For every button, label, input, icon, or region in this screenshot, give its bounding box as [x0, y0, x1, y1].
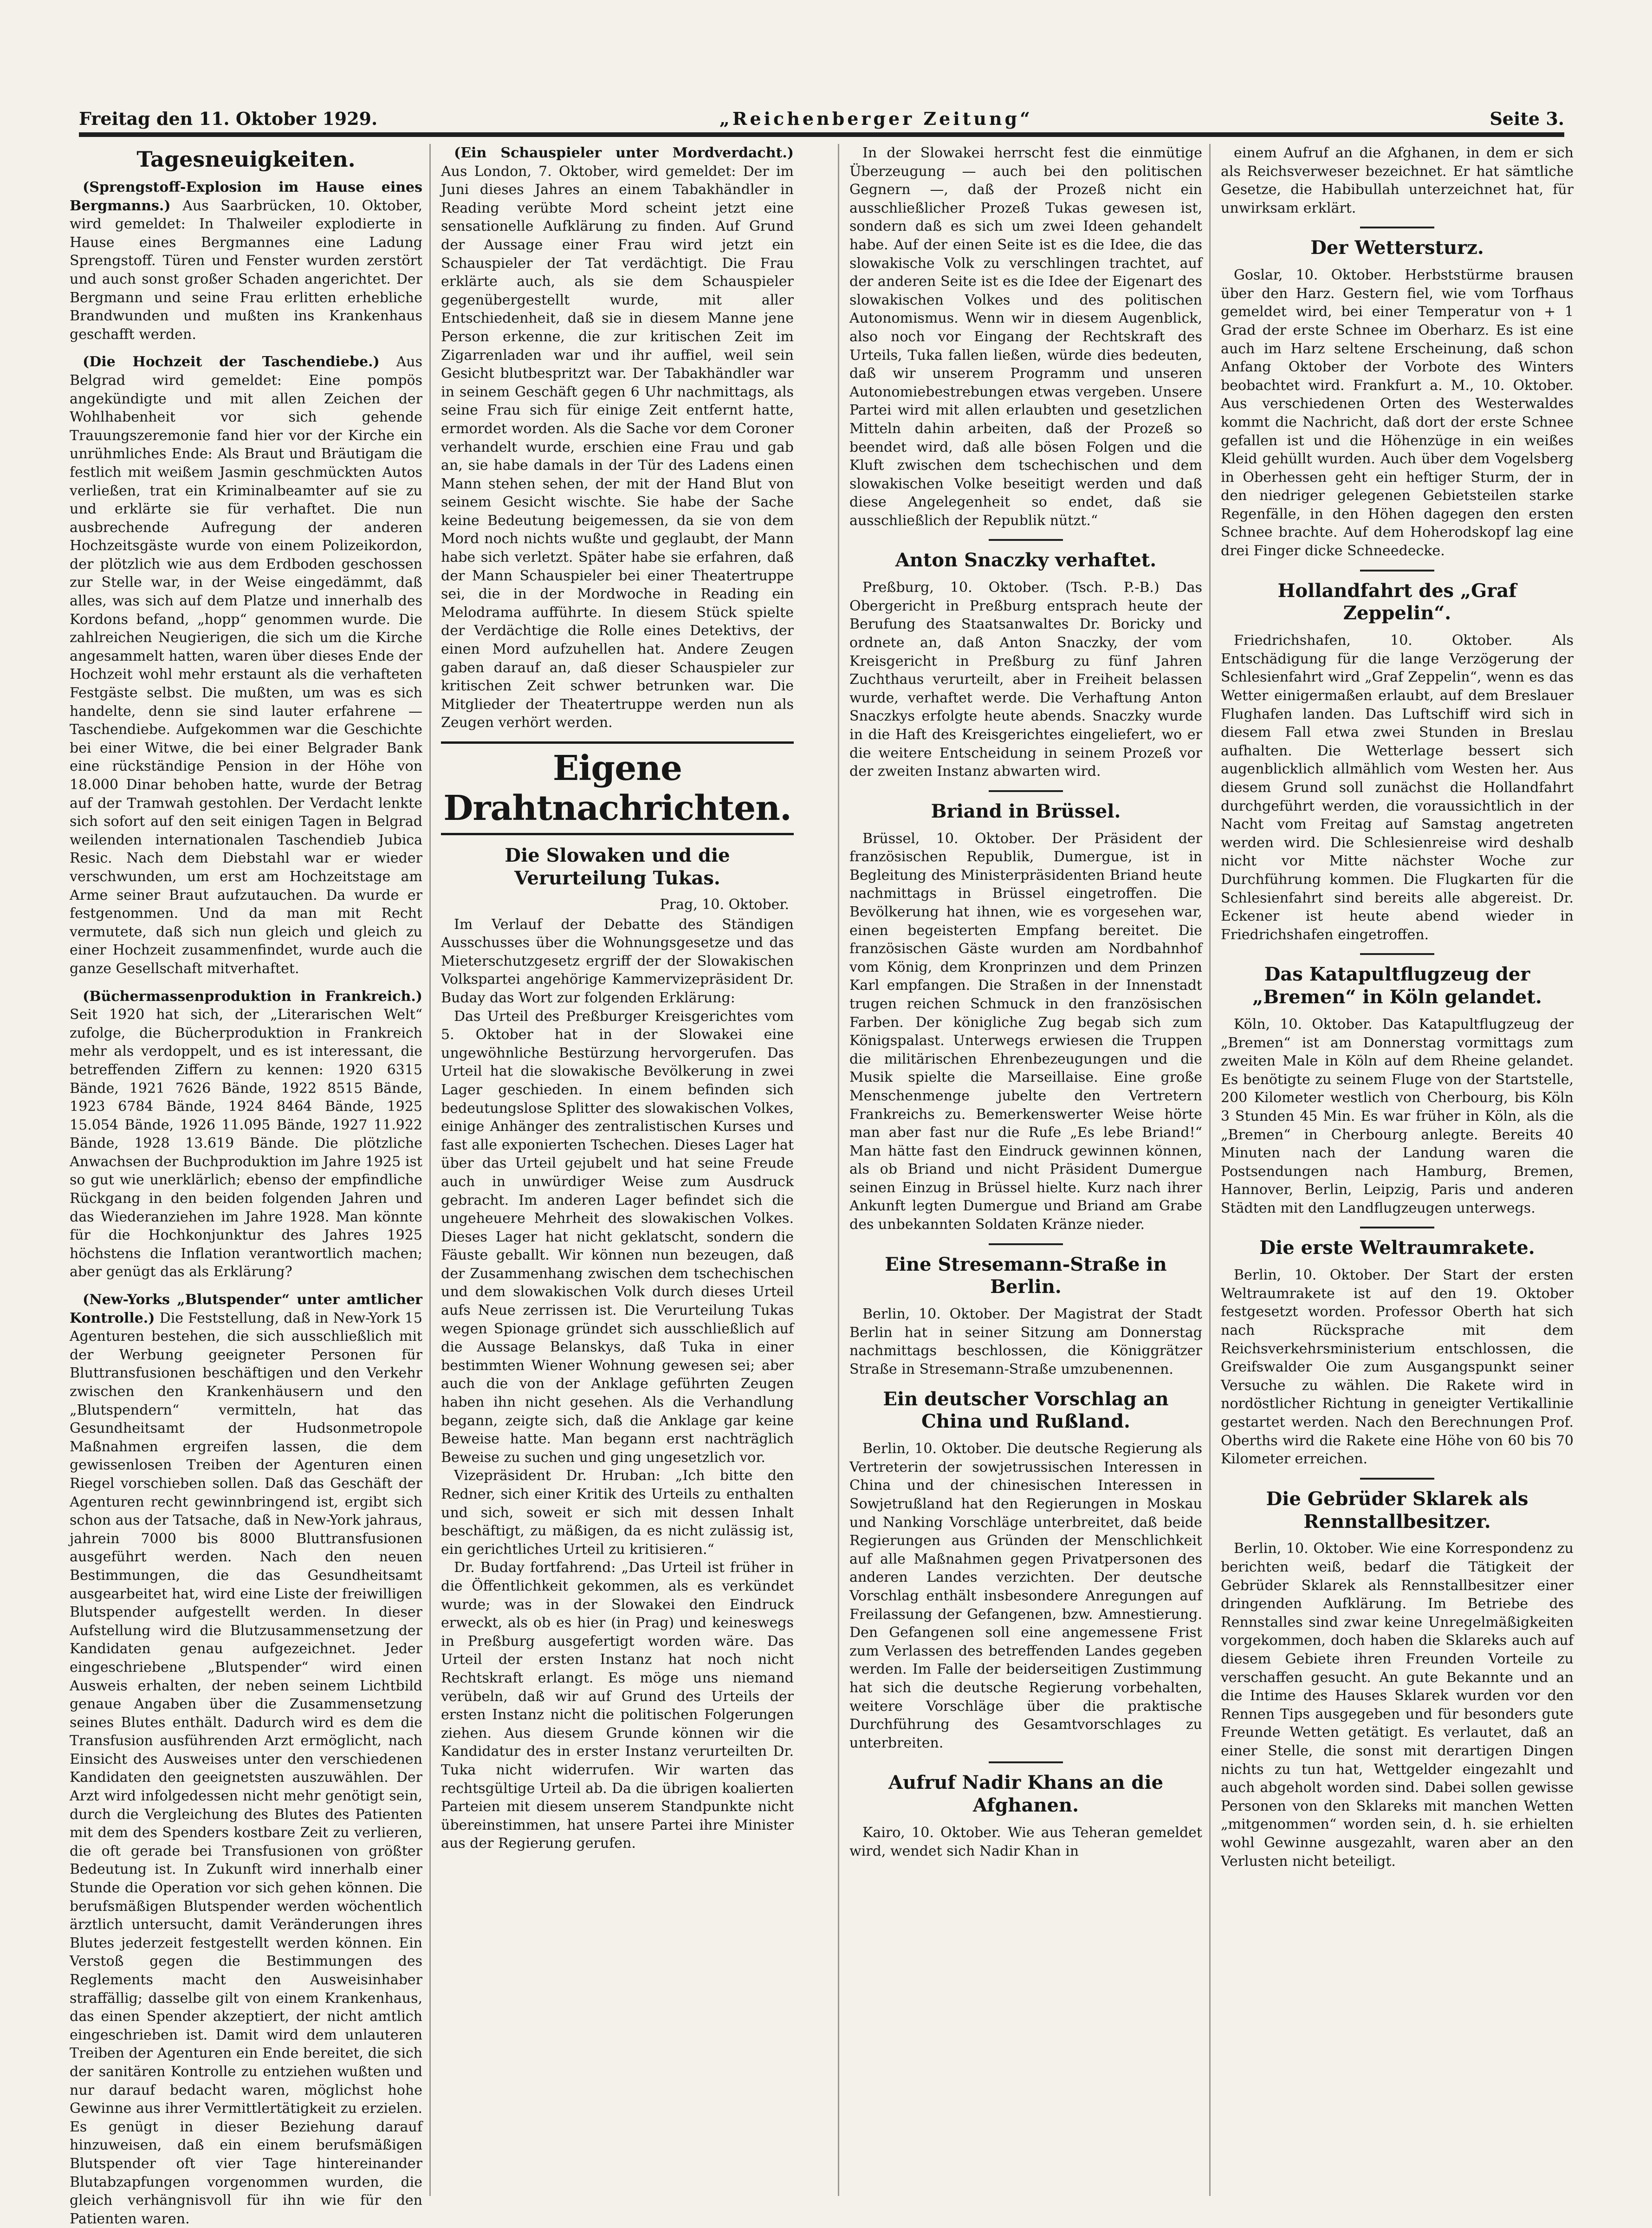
article-headline: Das Katapultflugzeug der „Bremen“ in Köln gelandet. [1252, 963, 1542, 1008]
item-text: Seit 1920 hat sich, der „Literarischen Welt“ zufolge, die Bücherproduktion in Frankreich mehr als verdoppelt, und es ist interessant, die betreffenden Ziffern zu kennen: 1920 6315 Bände, 1921 7626 Bände, 1922 8515 Bände, 1923 6784 Bände, 1924 8464 Bände, 1925 15.054 Bände, 1926 11.095 Bände, 1927 11.922 Bände, 1928 13.619 Bände. Die plötzliche Anwachsen der Buchproduktion im Jahre 1925 ist so gut wie unerklärlich; ebenso der empfindliche Rückgang in den beiden folgenden Jahren und das Wiederanziehen im Jahre 1928. Man könnte für die Hochkonjunktur des Jahres 1925 höchstens die Inflation verantwortlich machen; aber genügt das als Erklärung? [70, 1007, 422, 1280]
news-article [849, 1254, 1202, 1379]
news-article [849, 1388, 1202, 1753]
article-text: Kairo, 10. Oktober. Wie aus Teheran gemeldet wird, wendet sich Nadir Khan in [849, 1824, 1202, 1859]
article-headline: Der Wettersturz. [1310, 237, 1484, 259]
item-text: Aus London, 7. Oktober, wird gemeldet: Der im Juni dieses Jahres an einem Tabakhändler in Reading verübte Mord scheint jetzt eine sensationelle Aufklärung zu finden. Auf Grund der Aussage einer Frau wird jetzt ein Schauspieler der Tat verdächtigt. Die Frau erklärte auch, als sie dem Schauspieler gegenübergestellt wurde, mit aller Entschiedenheit, daß sie in diesem Manne jene Person erkenne, die zur kritischen Zeit im Zigarrenladen war und ihr auffiel, weil sein Gesicht blutbespritzt war. Der Tabakhändler war in seinem Geschäft gegen 6 Uhr nachmittags, als seine Frau sich für einige Zeit entfernt hatte, ermordet worden. Als die Sache vor dem Coroner verhandelt wurde, erschien eine Frau und gab an, sie habe damals in der Tür des Ladens einen Mann stehen sehen, der mit der Hand Blut von seinem Gesicht wischte. Sie habe der Sache keine Bedeutung beigemessen, da sie von dem Mord noch nichts wußte und geglaubt, der Mann habe sich verletzt. Später habe sie erfahren, daß der Mann Schauspieler bei einer Theatertruppe sei, die in der Mordwoche in Reading ein Melodrama aufführte. In diesem Stück spielte der Verdächtige die Rolle eines Detektivs, der einen Mord aufzuhellen hat. Andere Zeugen gaben darauf an, daß dieser Schauspieler zur kritischen Zeit schwer betrunken war. Die Mitglieder der Theatertruppe werden nun als Zeugen verhört werden. [441, 163, 794, 731]
news-article [849, 800, 1202, 1234]
article-paragraph: einem Aufruf an die Afghanen, in dem er sich als Reichsverweser bezeichnet. Er hat sämtliche Gesetze, die Habibullah unterzeichnet hat, für unwirksam erklärt. [1221, 145, 1574, 216]
news-item [70, 987, 422, 1282]
article-divider [989, 790, 1063, 792]
article-divider [989, 539, 1063, 541]
item-text: Aus Belgrad wird gemeldet: Eine pompös angekündigte und mit allen Zeichen der Wohlhabenheit vor sich gehende Trauungszeremonie fand hier vor der Kirche ein unrühmliches Ende: Als Braut und Bräutigam die festlich mit weißem Jasmin geschmückten Autos verließen, trat ein Kriminalbeamter auf sie zu und erklärte sie für verhaftet. Die nun ausbrechende Aufregung der anderen Hochzeitsgäste wurde von einem Polizeikordon, der plötzlich wie aus dem Erdboden geschossen zur Stelle war, in der Weise eingedämmt, daß alles, was sich auf dem Platze und innerhalb des Kordons befand, „hopp“ genommen wurde. Die zahlreichen Neugierigen, die sich um die Kirche angesammelt hatten, waren über dieses Ende der Hochzeit wohl mehr erstaunt als die verhafteten Festgäste selbst. Die mußten, um was es sich handelte, denn sie sind lauter erfahrene — Taschendiebe. Aufgekommen war die Geschichte bei einer Witwe, die bei einer Belgrader Bank eine rückständige Pension in der Höhe von 18.000 Dinar behoben hatte, wurde der Betrag auf der Tramwah gestohlen. Der Verdacht lenkte sich sofort auf den seit einigen Tagen in Belgrad weilenden internationalen Taschendieb Jubica Resic. Nach dem Diebstahl war er wieder verschwunden, um erst am Hochzeitstage am Arme seiner Braut aufzutauchen. Da wurde er festgenommen. Und da man mit Recht vermutete, daß sich nun gleich und gleich zu einer Hochzeit zusammenfindet, wurde auch die ganze Gesellschaft mitverhaftet. [70, 354, 422, 977]
column-3 [849, 144, 1202, 2201]
column-divider [429, 144, 431, 2196]
section-title-wire-news: Eigene Drahtnachrichten. [441, 741, 794, 835]
news-article [1221, 580, 1574, 944]
article-divider [1360, 1478, 1434, 1480]
header-rule [79, 132, 1564, 137]
item-headline: (Ein Schauspieler unter Mordverdacht.) [454, 145, 794, 161]
section-title: Tagesneuigkeiten. [136, 147, 356, 172]
article-text: Berlin, 10. Oktober. Der Start der ersten Weltraumrakete ist auf den 19. Oktober festgesetzt worden. Professor Oberth hat sich nach Rücksprache mit dem Reichsverkehrsministerium entschlossen, die Greifswalder Oie zum Ausgangspunkt seiner Versuche zu wählen. Die Rakete wird in nordöstlicher Richtung in geneigter Vertikallinie gestartet werden. Nach den Berechnungen Prof. Oberths wird die Rakete eine Höhe von 60 bis 70 Kilometer erreichen. [1221, 1267, 1574, 1468]
page-header [79, 100, 1564, 137]
article-headline: Die Gebrüder Sklarek als Rennstallbesitzer. [1266, 1487, 1529, 1533]
item-text: Aus Saarbrücken, 10. Oktober, wird gemeldet: In Thalweiler explodierte in Hause eines Bergmannes eine Ladung Sprengstoff. Türen und Fenster wurden zerstört und auch sonst großer Schaden angerichtet. Der Bergmann und seine Frau erlitten erhebliche Brandwunden und mußten ins Krankenhaus geschafft werden. [70, 197, 422, 343]
article-paragraph: Im Verlauf der Debatte des Ständigen Ausschusses über die Wohnungsgesetze und das Mieterschutzgesetz ergriff der der Slowakischen Volkspartei angehörige Kammervizepräsident Dr. Buday das Wort zur folgenden Erklärung: [441, 916, 794, 1006]
article-text: Preßburg, 10. Oktober. (Tsch. P.-B.) Das Obergericht in Preßburg entsprach heute der Berufung des Staatsanwaltes Dr. Boricky und ordnete an, daß Anton Snaczky, der vom Kreisgericht in Preßburg zu fünf Jahren Zuchthaus verurteilt, aber in Freiheit belassen wurde, verhaftet werde. Die Verhaftung Anton Snaczkys erfolgte heute abends. Snaczky wurde in die Haft des Kreisgerichtes eingeliefert, wo er die weitere Entscheidung in seinem Prozeß vor der zweiten Instanz abwarten wird. [849, 579, 1202, 780]
article-headline: Aufruf Nadir Khans an die Afghanen. [888, 1772, 1164, 1817]
item-headline: (Sprengstoff-Explosion im Hause eines Bergmanns.) [70, 179, 422, 214]
article-divider [989, 1761, 1063, 1763]
news-article [1221, 1488, 1574, 1871]
article-paragraph: Vizepräsident Dr. Hruban: „Ich bitte den Redner, sich einer Kritik des Urteils zu enthalten und sich, soweit er sich mit dessen Inhalt beschäftigt, zu mäßigen, da es nicht zulässig ist, ein gerichtliches Urteil zu kritisieren.“ [441, 1468, 794, 1558]
item-headline: (Büchermassenproduktion in Frankreich.) [83, 988, 422, 1005]
item-headline: (Die Hochzeit der Taschendiebe.) [83, 354, 380, 370]
article-text: Köln, 10. Oktober. Das Katapultflugzeug der „Bremen“ ist am Donnerstag vormittags zum zweiten Male in Köln auf dem Rheine gelandet. Es benötigte zu seinem Fluge von der Startstelle, 200 Kilometer westlich von Cherbourg, bis Köln 3 Stunden 45 Min. Es war früher in Köln, als die „Bremen“ in Cherbourg anlegte. Bereits 40 Minuten nach der Landung waren die Postsendungen nach Hamburg, Bremen, Hannover, Berlin, Leipzig, Paris und anderen Städten mit den Landflugzeugen unterwegs. [1221, 1016, 1574, 1216]
article-text: Berlin, 10. Oktober. Die deutsche Regierung als Vertreterin der sowjetrussischen Interessen in China und der chinesischen Interessen in Sowjetrußland hat den Regierungen in Moskau und Nanking Vorschläge unterbreitet, daß beide Regierungen aus Gründen der Menschlichkeit auf alle Maßnahmen gegen Privatpersonen des anderen Landes verzichten. Der deutsche Vorschlag enthält insbesondere Anregungen auf Freilassung der Gefangenen, bzw. Amnestierung. Den Gefangenen soll eine angemessene Frist zum Verlassen des betreffenden Landes gegeben werden. Im Falle der beiderseitigen Zustimmung hat sich die deutsche Regierung vorbehalten, weitere Vorschläge über die praktische Durchführung des Gesamtvorschlages zu unterbreiten. [849, 1441, 1202, 1751]
newspaper-title: „Reichenberger Zeitung“ [719, 108, 1033, 129]
column-1 [70, 144, 422, 2227]
news-item [70, 178, 422, 344]
article-headline: Briand in Brüssel. [931, 800, 1121, 822]
column-2 [441, 144, 794, 2201]
news-article [1221, 237, 1574, 560]
column-divider [838, 144, 839, 2196]
continued-article [1221, 144, 1574, 217]
article-paragraph: Das Urteil des Preßburger Kreisgerichtes vom 5. Oktober hat in der Slowakei eine ungewöhnliche Bestürzung hervorgerufen. Das Urteil hat die slowakische Bevölkerung in zwei Lager geschieden. In einem befinden sich bedeutungslose Splitter des slowakischen Volkes, einige Anhänger des zentralistischen Kurses und fast alle exponierten Tschechen. Dieses Lager hat über das Urteil gejubelt und hat seine Freude auch in unwürdiger Weise zum Ausdruck gebracht. Im anderen Lager befindet sich die ungeheuere Mehrheit des slowakischen Volkes. Dieses Lager hat nicht geklatscht, sondern die Fäuste geballt. Wir können nun bezeugen, daß der Zusammenhang zwischen dem tschechischen und dem slowakischen Volk durch dieses Urteil aufs Neue zerrissen ist. Die Verurteilung Tukas wegen Spionage gründet sich ausschließlich auf die Aussage Belanskys, daß Tuka in einer bestimmten Wiener Wohnung gewesen sei; aber auch die von der Anklage geführten Zeugen haben ihn nicht gesehen. Als die Verhandlung begann, zeigte sich, daß die Anklage gar keine Beweise hatte. Man begann erst nachträglich Beweise zu suchen und ging ungesetzlich vor. [441, 1008, 794, 1466]
article-text: Berlin, 10. Oktober. Wie eine Korrespondenz zu berichten weiß, bedarf die Tätigkeit der Gebrüder Sklarek als Rennstallbesitzer einer dringenden Aufklärung. Im Betriebe des Rennstalles sind zwar keine Unregelmäßigkeiten vorgekommen, doch haben die Sklareks auch auf diesem Gebiete ihren Freunden Vorteile zu verschaffen gesucht. An gute Bekannte und an die Intime des Hauses Sklarek wurden vor den Rennen Tips ausgegeben und für besonders gute Freunde Wetten getätigt. Es verlautet, daß an einer Stelle, die sonst mit derartigen Dingen nichts zu tun hat, Wettgelder eingezahlt und auch abgeholt worden sind. Dabei sollen gewisse Personen von den Sklareks mit manchen Wetten „mitgenommen“ worden sein, d. h. sie erhielten wohl Gewinne ausgezahlt, waren aber an den Verlusten nicht beteiligt. [1221, 1540, 1574, 1870]
column-divider [1209, 144, 1211, 2196]
article-divider [1360, 570, 1434, 572]
issue-date: Freitag den 11. Oktober 1929. [79, 108, 378, 129]
article-divider [1360, 227, 1434, 228]
article-text: Friedrichshafen, 10. Oktober. Als Entschädigung für die lange Verzögerung der Schlesienfahrt wird „Graf Zeppelin“, wenn es das Wetter einigermaßen erlaubt, auf dem Breslauer Flughafen landen. Das Luftschiff wird sich in diesem Fall etwa zwei Stunden in Breslau aufhalten. Die Wetterlage bessert sich augenblicklich allmählich vom Westen her. Aus diesem Grund soll zunächst die Hollandfahrt durchgeführt werden, die voraussichtlich in der Nacht vom Freitag auf Samstag angetreten werden wird. Die Schlesienreise wird deshalb nicht vor Mitte nächster Woche zur Durchführung kommen. Die Flugkarten für die Schlesienfahrt sind bereits alle abgereist. Dr. Eckener ist heute abend wieder in Friedrichshafen eingetroffen. [1221, 632, 1574, 943]
article-paragraph: Dr. Buday fortfahrend: „Das Urteil ist früher in die Öffentlichkeit gekommen, als es verkündet wurde; was in der Slowakei den Eindruck erweckt, als ob es hier (in Prag) und keineswegs in Preßburg ausgefertigt worden wäre. Das Urteil der ersten Instanz hat noch nicht Rechtskraft erlangt. Es möge uns niemand verübeln, daß wir auf Grund des Urteils der ersten Instanz nicht die politischen Folgerungen ziehen. Aus diesem Grunde können wir die Kandidatur des in erster Instanz verurteilten Dr. Tuka nicht widerrufen. Wir warten das rechtsgültige Urteil ab. Da die übrigen koalierten Parteien mit diesem unserem Standpunkte nicht übereinstimmen, hat unsere Partei ihre Minister aus der Regierung gerufen. [441, 1559, 794, 1852]
news-article [849, 1772, 1202, 1860]
news-article [849, 549, 1202, 780]
article-divider [1360, 1227, 1434, 1228]
article-text: Goslar, 10. Oktober. Herbststürme brausen über den Harz. Gestern fiel, wie vom Torfhaus gemeldet wird, bei einer Temperatur von + 1 Grad der erste Schnee im Oberharz. Es ist eine auch im Harz seltene Erscheinung, daß schon Anfang Oktober der Vorbote des Winters beobachtet wird. Frankfurt a. M., 10. Oktober. Aus verschiedenen Orten des Westerwaldes kommt die Nachricht, daß dort der erste Schnee gefallen ist und die Höhenzüge in ein weißes Kleid gehüllt wurden. Auch über dem Vogelsberg in Oberhessen geht ein heftiger Sturm, der in den niedriger gelegenen Gebietsteilen starke Regenfälle, in den Höhen dagegen den ersten Schnee brachte. Auf dem Hoherodskopf lag eine drei Finger dicke Schneedecke. [1221, 267, 1574, 559]
news-article [1221, 963, 1574, 1217]
item-headline: (New-Yorks „Blutspender“ unter amtlicher Kontrolle.) [70, 1292, 422, 1326]
article-headline: Hollandfahrt des „Graf Zeppelin“. [1277, 579, 1517, 624]
article-headline: Die erste Weltraumrakete. [1259, 1237, 1535, 1259]
news-item [441, 144, 794, 732]
item-text: Die Feststellung, daß in New-York 15 Agenturen bestehen, die sich ausschließlich mit der Werbung geeigneter Personen für Bluttransfusionen beschäftigen und den Verkehr zwischen den Krankenhäusern und den „Blutspendern“ vermitteln, hat das Gesundheitsamt der Hudsonmetropole Maßnahmen ergreifen lassen, die dem gewissenlosen Treiben der Agenturen einen Riegel vorschieben sollen. Daß das Geschäft der Agenturen recht gewinnbringend ist, ergibt sich schon aus der Tatsache, daß in New-York jahraus, jahrein 7000 bis 8000 Bluttransfusionen ausgeführt werden. Nach den neuen Bestimmungen, die das Gesundheitsamt ausgearbeitet hat, wird eine Liste der freiwilligen Blutspender aufgestellt werden. In dieser Aufstellung wird die Blutzusammensetzung der Kandidaten genau aufgezeichnet. Jeder eingeschriebene „Blutspender“ wird einen Ausweis erhalten, der neben seinem Lichtbild genaue Angaben über die Zusammensetzung seines Blutes enthält. Dadurch wird es dem die Transfusion ausführenden Arzt ermöglicht, nach Einsicht des Ausweises unter den verschiedenen Kandidaten den geeignetsten auszuwählen. Der Arzt wird infolgedessen nicht mehr genötigt sein, durch die Vergleichung des Blutes des Patienten mit dem des Spenders kostbare Zeit zu verlieren, die oft gerade bei Transfusionen von größter Bedeutung ist. In Zukunft wird innerhalb einer Stunde die Operation vor sich gehen können. Die berufsmäßigen Blutspender werden wöchentlich ärztlich untersucht, damit Veränderungen ihres Blutes jederzeit festgestellt werden können. Ein Verstoß gegen die Bestimmungen des Reglements macht den Ausweisinhaber straffällig; dasselbe gilt von einem Krankenhaus, das einen Spender akzeptiert, der nicht amtlich eingeschrieben ist. Damit wird dem unlauteren Treiben der Agenturen ein Ende bereitet, die sich der sanitären Kontrolle zu entziehen wußten und nur darauf bedacht waren, möglichst hohe Gewinne aus ihrer Vermittlertätigkeit zu erzielen. Es genügt in dieser Beziehung darauf hinzuweisen, daß ein einem berufsmäßigen Blutspender oft vier Tage hintereinander Blutabzapfungen vorgenommen wurden, die gleich verhängnisvoll für ihn wie für den Patienten waren. [70, 1310, 422, 2227]
continued-article [849, 144, 1202, 530]
column-4 [1221, 144, 1574, 2201]
article-headline: Die Slowaken und die Verurteilung Tukas. [505, 844, 730, 889]
article-text: Brüssel, 10. Oktober. Der Präsident der französischen Republik, Dumergue, ist in Begleitung des Ministerpräsidenten Briand heute nachmittags in Brüssel eingetroffen. Die Bevölkerung hat ihnen, wie es vorgesehen war, einen begeisterten Empfang bereitet. Die französischen Gäste wurden am Nordbahnhof vom König, dem Kronprinzen und dem Prinzen Karl empfangen. Die Straßen in der Innenstadt trugen reichen Schmuck in den französischen Farben. Der königliche Zug begab sich zum Königspalast. Unterwegs erwiesen die Truppen die militärischen Ehrenbezeugungen und die Musik spielte die Marseillaise. Eine große Menschenmenge jubelte den Vertretern Frankreichs zu. Bemerkenswerter Weise hörte man aber fast nur die Rufe „Es lebe Briand!“ Man hätte fast den Eindruck gewinnen können, als ob Briand und nicht Präsident Dumergue seinen Einzug in Brüssel hielte. Kurz nach ihrer Ankunft legten Dumergue und Briand am Grabe des unbekannten Soldaten Kränze nieder. [849, 830, 1202, 1233]
page-number: Seite 3. [1490, 108, 1564, 129]
article-headline: Eine Stresemann-Straße in Berlin. [885, 1253, 1167, 1298]
news-item [70, 353, 422, 978]
news-article [1221, 1237, 1574, 1468]
news-item [70, 1291, 422, 2228]
article-headline: Anton Snaczky verhaftet. [895, 549, 1157, 572]
article-divider [1360, 953, 1434, 955]
article-divider [989, 1243, 1063, 1245]
article-headline: Ein deutscher Vorschlag an China und Rußland. [883, 1388, 1169, 1433]
article-dateline: Prag, 10. Oktober. [660, 896, 789, 913]
lead-article [441, 844, 794, 1853]
article-text: Berlin, 10. Oktober. Der Magistrat der Stadt Berlin hat in seiner Sitzung am Donnerstag nachmittags beschlossen, die Königgrätzer Straße in Stresemann-Straße umzubenennen. [849, 1306, 1202, 1378]
article-paragraph: In der Slowakei herrscht fest die einmütige Überzeugung — auch bei den politischen Gegnern —, daß der Prozeß nicht ein ausschließlicher Prozeß Tukas gewesen ist, sondern daß es sich um zwei Ideen gehandelt habe. Auf der einen Seite ist es die Idee, die das slowakische Volk zu verschlingen trachtet, auf der anderen Seite ist es die Idee der Eigenart des slowakischen Volkes und des politischen Autonomismus. Wenn wir in diesem Augenblick, also noch vor Eingang der Rechtskraft des Urteils, Tuka fallen ließen, würde dies bedeuten, daß wir unserem Programm und unseren Autonomiebestrebungen etwas vergeben. Unsere Partei wird mit allen erlaubten und gesetzlichen Mitteln dahin arbeiten, daß der Prozeß so beendet wird, daß alle bösen Folgen und die Kluft zwischen dem tschechischen und dem slowakischen Volke beseitigt werden und daß diese Angelegenheit so endet, daß sie ausschließlich der Republik nützt.“ [849, 145, 1202, 529]
